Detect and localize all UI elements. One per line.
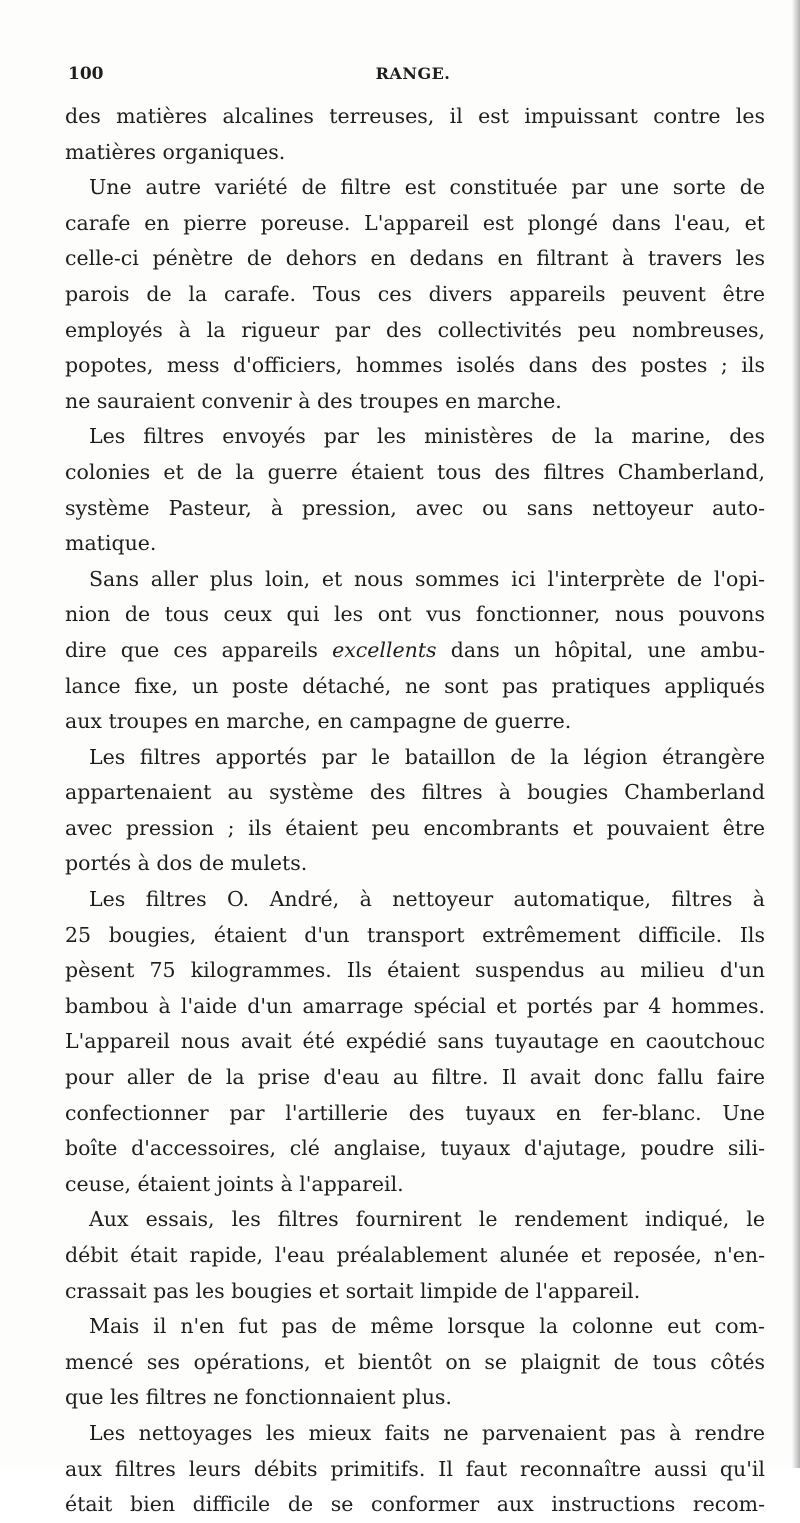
text-line-with-emphasis bbox=[65, 633, 765, 669]
text-line: carafe en pierre poreuse. L'appareil est plongé dans l'eau, et bbox=[65, 210, 765, 235]
text-line: appartenaient au système des filtres à bougies Chamberland bbox=[65, 780, 765, 805]
paragraph-first-line: Sans aller plus loin, et nous sommes ici l'interprète de l'opi- bbox=[89, 566, 765, 591]
running-title: RANGE. bbox=[375, 64, 451, 83]
text-line: mencé ses opérations, et bientôt on se plaignit de tous côtés bbox=[65, 1349, 765, 1374]
text-line: était bien difficile de se conformer aux instructions recom- bbox=[65, 1492, 765, 1517]
body-text bbox=[65, 99, 765, 1523]
text-line: pèsent 75 kilogrammes. Ils étaient suspendus au milieu d'un bbox=[65, 958, 765, 983]
text-line: employés à la rigueur par des collectivités peu nombreuses, bbox=[65, 317, 765, 342]
text-line: pour aller de la prise d'eau au filtre. Il avait donc fallu faire bbox=[65, 1065, 765, 1090]
text-line: crassait pas les bougies et sortait limpide de l'appareil. bbox=[65, 1278, 641, 1303]
page-number: 100 bbox=[68, 64, 104, 84]
text-line: aux troupes en marche, en campagne de guerre. bbox=[65, 709, 572, 734]
text-line: ne sauraient convenir à des troupes en marche. bbox=[65, 388, 562, 413]
text-line: colonies et de la guerre étaient tous des filtres Chamberland, bbox=[65, 459, 765, 484]
text-line: matières organiques. bbox=[65, 139, 286, 164]
text-line: lance fixe, un poste détaché, ne sont pas pratiques appliqués bbox=[65, 673, 765, 698]
line-text-after: dans un hôpital, une ambu- bbox=[436, 637, 765, 662]
text-line: celle-ci pénètre de dehors en dedans en filtrant à travers les bbox=[65, 246, 765, 271]
paragraph-first-line: Les filtres envoyés par les ministères de la marine, des bbox=[89, 424, 765, 449]
text-line: ceuse, étaient joints à l'appareil. bbox=[65, 1171, 404, 1196]
text-line: que les filtres ne fonctionnaient plus. bbox=[65, 1385, 452, 1410]
text-line: 25 bougies, étaient d'un transport extrêmement difficile. Ils bbox=[65, 922, 765, 947]
line-text-before: dire que ces appareils bbox=[65, 637, 333, 662]
paragraph-first-line: Les filtres apportés par le bataillon de la légion étrangère bbox=[89, 744, 765, 769]
text-line: bambou à l'aide d'un amarrage spécial et portés par 4 hommes. bbox=[65, 993, 765, 1018]
text-line: avec pression ; ils étaient peu encombrants et pouvaient être bbox=[65, 815, 765, 840]
text-line: matique. bbox=[65, 531, 157, 556]
text-line: parois de la carafe. Tous ces divers appareils peuvent être bbox=[65, 281, 765, 306]
paragraph-first-line: Mais il n'en fut pas de même lorsque la colonne eut com- bbox=[89, 1314, 765, 1339]
paragraph-first-line: Une autre variété de filtre est constituée par une sorte de bbox=[89, 175, 765, 200]
text-line: débit était rapide, l'eau préalablement alunée et reposée, n'en- bbox=[65, 1243, 765, 1267]
paragraph-first-line: Les nettoyages les mieux faits ne parvenaient pas à rendre bbox=[89, 1420, 765, 1445]
text-line: popotes, mess d'officiers, hommes isolés dans des postes ; ils bbox=[65, 353, 765, 378]
emphasized-word: excellents bbox=[332, 637, 437, 662]
paragraph-first-line: Les filtres O. André, à nettoyeur automatique, filtres à bbox=[89, 887, 765, 912]
text-line: système Pasteur, à pression, avec ou sans nettoyeur auto- bbox=[65, 495, 765, 520]
text-line: des matières alcalines terreuses, il est impuissant contre les bbox=[65, 104, 765, 128]
text-line: aux filtres leurs débits primitifs. Il faut reconnaître aussi qu'il bbox=[65, 1456, 765, 1481]
text-line: nion de tous ceux qui les ont vus fonctionner, nous pouvons bbox=[65, 602, 765, 627]
paragraph-first-line: Aux essais, les filtres fournirent le rendement indiqué, le bbox=[89, 1207, 765, 1232]
page-edge-shadow bbox=[792, 0, 800, 1468]
text-line: portés à dos de mulets. bbox=[65, 851, 308, 876]
text-line: L'appareil nous avait été expédié sans tuyautage en caoutchouc bbox=[65, 1029, 765, 1054]
page-header bbox=[68, 64, 758, 88]
text-line: boîte d'accessoires, clé anglaise, tuyaux d'ajutage, poudre sili- bbox=[65, 1136, 765, 1161]
text-line: confectionner par l'artillerie des tuyaux en fer-blanc. Une bbox=[65, 1100, 765, 1125]
